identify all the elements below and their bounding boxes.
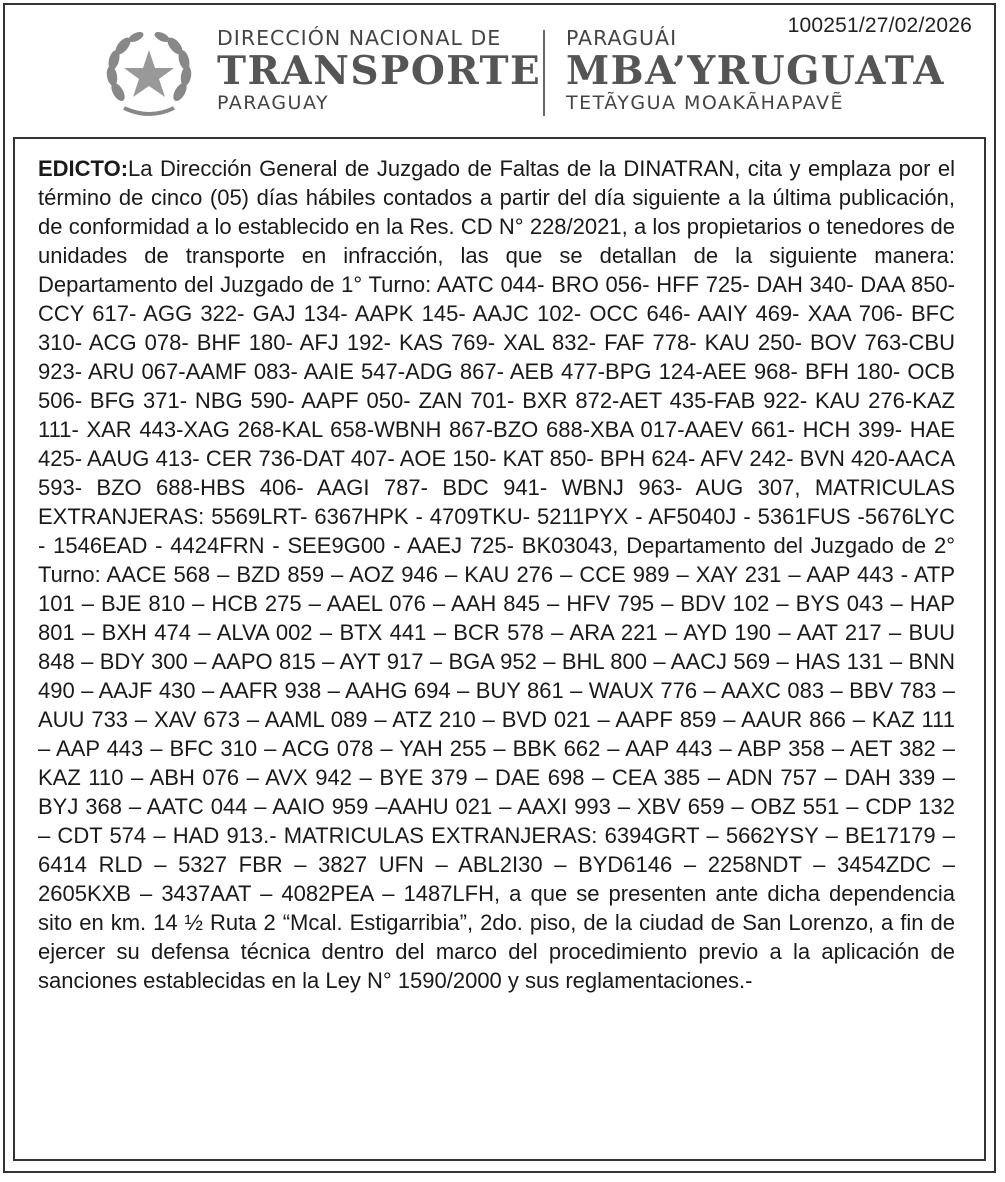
org-bottom-line: PARAGUAY — [217, 92, 330, 114]
org-main-line-guarani: MBA’YRUGUATA — [566, 48, 945, 94]
org-bottom-line-guarani: TETÃYGUA MOAKÃHAPAVẼ — [566, 92, 844, 114]
org-top-line-guarani: PARAGUÁI — [566, 26, 678, 50]
org-block-guarani — [566, 26, 945, 114]
edict-paragraph — [38, 154, 955, 995]
org-main-line: TRANSPORTE — [217, 48, 542, 94]
national-star-wreath-icon — [104, 30, 194, 120]
edict-text: La Dirección General de Juzgado de Faltas de la DINATRAN, cita y emplaza por el término de cinco (05) días hábiles contados a partir del día siguiente a la última publicación, de conformidad a lo establecido en la Res. CD N° 228/2021, a los propietarios o tenedores de unidades de transporte en infracción, las que se detallan de la siguiente manera: Departamento del Juzgado de 1° Turno: AATC 044- BRO 056- HFF 725- DAH 340- DAA 850- CCY 617- AGG 322- GAJ 134- AAPK 145- AAJC 102- OCC 646- AAIY 469- XAA 706- BFC 310- ACG 078- BHF 180- AFJ 192- KAS 769- XAL 832- FAF 778- KAU 250- BOV 763-CBU 923- ARU 067-AAMF 083- AAIE 547-ADG 867- AEB 477-BPG 124-AEE 968- BFH 180- OCB 506- BFG 371- NBG 590- AAPF 050- ZAN 701- BXR 872-AET 435-FAB 922- KAU 276-KAZ 111- XAR 443-XAG 268-KAL 658-WBNH 867-BZO 688-XBA 017-AAEV 661- HCH 399- HAE 425- AAUG 413- CER 736-DAT 407- AOE 150- KAT 850- BPH 624- AFV 242- BVN 420-AACA 593- BZO 688-HBS 406- AAGI 787- BDC 941- WBNJ 963- AUG 307, MATRICULAS EXTRANJERAS: 5569LRT- 6367HPK - 4709TKU- 5211PYX - AF5040J - 5361FUS -5676LYC - 1546EAD - 4424FRN - SEE9G00 - AAEJ 725- BK03043, Departamento del Juzgado de 2° Turno: AACE 568 – BZD 859 – AOZ 946 – KAU 276 – CCE 989 – XAY 231 – AAP 443 - ATP 101 – BJE 810 – HCB 275 – AAEL 076 – AAH 845 – HFV 795 – BDV 102 – BYS 043 – HAP 801 – BXH 474 – ALVA 002 – BTX 441 – BCR 578 – ARA 221 – AYD 190 – AAT 217 – BUU 848 – BDY 300 – AAPO 815 – AYT 917 – BGA 952 – BHL 800 – AACJ 569 – HAS 131 – BNN 490 – AAJF 430 – AAFR 938 – AAHG 694 – BUY 861 – WAUX 776 – AAXC 083 – BBV 783 – AUU 733 – XAV 673 – AAML 089 – ATZ 210 – BVD 021 – AAPF 859 – AAUR 866 – KAZ 111 – AAP 443 – BFC 310 – ACG 078 – YAH 255 – BBK 662 – AAP 443 – ABP 358 – AET 382 – KAZ 110 – ABH 076 – AVX 942 – BYE 379 – DAE 698 – CEA 385 – ADN 757 – DAH 339 – BYJ 368 – AATC 044 – AAIO 959 –AAHU 021 – AAXI 993 – XBV 659 – OBZ 551 – CDP 132 – CDT 574 – HAD 913.- MATRICULAS EXTRANJERAS: 6394GRT – 5662YSY – BE17179 – 6414 RLD – 5327 FBR – 3827 UFN – ABL2I30 – BYD6146 – 2258NDT – 3454ZDC – 2605KXB – 3437AAT – 4082PEA – 1487LFH, a que se presenten ante dicha dependencia sito en km. 14 ½ Ruta 2 “Mcal. Estigarribia”, 2do. piso, de la ciudad de San Lorenzo, a fin de ejercer su defensa técnica dentro del marco del procedimiento previo a la aplicación de sanciones establecidas en la Ley N° 1590/2000 y sus reglamentaciones.- — [38, 156, 955, 993]
org-block-spanish — [217, 26, 541, 114]
header-divider — [543, 30, 545, 116]
edict-label: EDICTO: — [38, 156, 129, 181]
notice-id: 100251/27/02/2026 — [787, 14, 972, 37]
org-top-line: DIRECCIÓN NACIONAL DE — [217, 26, 502, 50]
